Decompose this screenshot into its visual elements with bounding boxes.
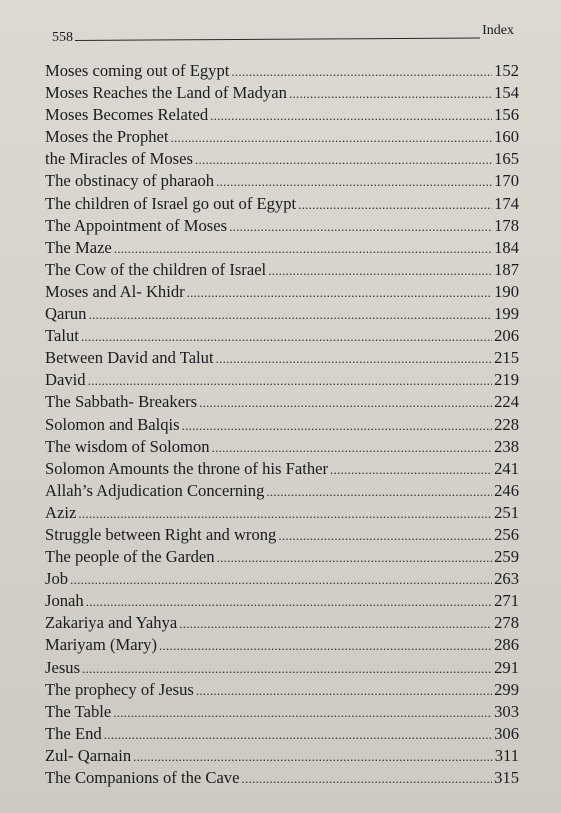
entry-title: the Miracles of Moses [45, 149, 193, 169]
entry-title: Qarun [45, 304, 87, 324]
entry-title: David [45, 370, 86, 390]
entry-title: Allah’s Adjudication Concerning [45, 480, 265, 500]
dot-leader [229, 216, 492, 238]
dot-leader [216, 348, 493, 370]
entry-page-number: 303 [494, 701, 519, 721]
entry-title: The Cow of the children of Israel [45, 259, 267, 279]
dot-leader [212, 437, 493, 459]
entry-title: The wisdom of Solomon [45, 436, 210, 456]
dot-leader [113, 702, 492, 724]
entry-title: Talut [45, 326, 79, 346]
entry-title: Between David and Talut [45, 348, 214, 368]
entry-title: The Sabbath- Breakers [45, 392, 198, 412]
entry-title: Solomon Amounts the throne of his Father [45, 458, 329, 478]
entry-page-number: 154 [494, 83, 519, 103]
index-entry [45, 259, 519, 281]
dot-leader [241, 768, 492, 790]
entry-title: Moses and Al- Khidr [45, 281, 185, 301]
index-entry [45, 502, 519, 524]
index-entry [45, 701, 519, 723]
page-number: 558 [52, 30, 73, 45]
index-entry [45, 325, 519, 347]
entry-page-number: 291 [494, 657, 519, 677]
dot-leader [78, 503, 492, 525]
index-entry [45, 767, 519, 789]
entry-page-number: 278 [494, 613, 519, 633]
entry-page-number: 315 [494, 768, 519, 787]
index-entry [45, 634, 519, 656]
dot-leader [289, 83, 492, 105]
entry-page-number: 215 [494, 348, 519, 368]
index-entry [45, 590, 519, 612]
dot-leader [330, 459, 492, 481]
index-entry [45, 745, 519, 767]
index-entry [45, 414, 519, 436]
index-entry [45, 281, 519, 303]
entry-page-number: 184 [494, 237, 519, 257]
index-entry [45, 126, 519, 148]
dot-leader [187, 282, 492, 304]
entry-title: Moses the Prophet [45, 127, 169, 147]
entry-title: Jonah [45, 591, 84, 611]
index-entry [45, 436, 519, 458]
entry-title: Struggle between Right and wrong [45, 524, 277, 544]
dot-leader [278, 525, 492, 547]
entry-page-number: 246 [494, 480, 519, 500]
entry-title: Mariyam (Mary) [45, 635, 157, 655]
entry-page-number: 219 [494, 370, 519, 390]
dot-leader [86, 591, 492, 613]
entry-title: Moses Becomes Related [45, 105, 209, 125]
index-entry [45, 148, 519, 170]
dot-leader [231, 61, 492, 83]
dot-leader [268, 260, 492, 282]
index-entry [45, 480, 519, 502]
entry-title: Moses Reaches the Land of Madyan [45, 83, 287, 103]
entry-title: Zul- Qarnain [45, 745, 132, 765]
entry-page-number: 256 [494, 524, 519, 544]
entry-title: The End [45, 723, 102, 743]
entry-title: Solomon and Balqis [45, 414, 180, 434]
index-entry [45, 524, 519, 546]
entry-page-number: 299 [494, 679, 519, 699]
dot-leader [266, 481, 492, 503]
entry-page-number: 187 [494, 259, 519, 279]
entry-page-number: 178 [494, 215, 519, 235]
entry-title: Aziz [45, 502, 77, 522]
dot-leader [210, 105, 492, 127]
index-entry [45, 170, 519, 192]
entry-title: The Table [45, 701, 112, 721]
entry-title: The children of Israel go out of Egypt [45, 193, 297, 213]
entry-title: Moses coming out of Egypt [45, 61, 230, 80]
entry-page-number: 311 [494, 745, 519, 765]
entry-page-number: 306 [494, 723, 519, 743]
entry-page-number: 156 [494, 105, 519, 125]
index-entry [45, 60, 519, 82]
entry-title: Jesus [45, 657, 81, 677]
dot-leader [104, 724, 492, 746]
dot-leader [216, 171, 492, 193]
index-entry [45, 458, 519, 480]
entry-title: Job [45, 569, 69, 589]
running-title: Index [482, 23, 514, 38]
dot-leader [114, 238, 492, 260]
index-entry [45, 193, 519, 215]
entry-title: The Companions of the Cave [45, 768, 240, 787]
dot-leader [171, 127, 493, 149]
dot-leader [217, 547, 493, 569]
index-entry [45, 679, 519, 701]
entry-page-number: 241 [494, 458, 519, 478]
entry-title: The obstinacy of pharaoh [45, 171, 215, 191]
dot-leader [182, 415, 493, 437]
entry-page-number: 160 [494, 127, 519, 147]
index-entry [45, 369, 519, 391]
index-entry [45, 546, 519, 568]
entry-page-number: 271 [494, 591, 519, 611]
entry-page-number: 228 [494, 414, 519, 434]
entry-page-number: 190 [494, 281, 519, 301]
index-entry [45, 657, 519, 679]
entry-title: Zakariya and Yahya [45, 613, 178, 633]
dot-leader [88, 304, 492, 326]
dot-leader [179, 613, 492, 635]
entry-page-number: 224 [494, 392, 519, 412]
entry-title: The Maze [45, 237, 112, 257]
entry-title: The prophecy of Jesus [45, 679, 194, 699]
entry-page-number: 170 [494, 171, 519, 191]
index-entry [45, 391, 519, 413]
entry-page-number: 286 [494, 635, 519, 655]
dot-leader [133, 746, 493, 768]
entry-page-number: 152 [494, 61, 519, 80]
entry-page-number: 165 [494, 149, 519, 169]
entry-page-number: 259 [494, 547, 519, 567]
entry-page-number: 199 [494, 304, 519, 324]
dot-leader [81, 326, 492, 348]
index-entry [45, 568, 519, 590]
index-entry [45, 347, 519, 369]
dot-leader [195, 149, 492, 171]
dot-leader [70, 569, 492, 591]
dot-leader [159, 635, 492, 657]
entry-title: The people of the Garden [45, 547, 215, 567]
entry-page-number: 206 [494, 326, 519, 346]
index-entry [45, 723, 519, 745]
entry-page-number: 174 [494, 193, 519, 213]
entry-page-number: 263 [494, 569, 519, 589]
index-entry [45, 82, 519, 104]
index-list [45, 60, 519, 789]
index-entry [45, 612, 519, 634]
dot-leader [298, 194, 492, 216]
index-entry [45, 104, 519, 126]
dot-leader [199, 392, 492, 414]
index-entry [45, 303, 519, 325]
entry-page-number: 251 [494, 502, 519, 522]
header-rule [75, 38, 480, 41]
dot-leader [196, 680, 492, 702]
entry-page-number: 238 [494, 436, 519, 456]
index-entry [45, 237, 519, 259]
entry-title: The Appointment of Moses [45, 215, 228, 235]
dot-leader [82, 658, 492, 680]
index-entry [45, 215, 519, 237]
page-header [52, 24, 514, 46]
dot-leader [88, 370, 493, 392]
